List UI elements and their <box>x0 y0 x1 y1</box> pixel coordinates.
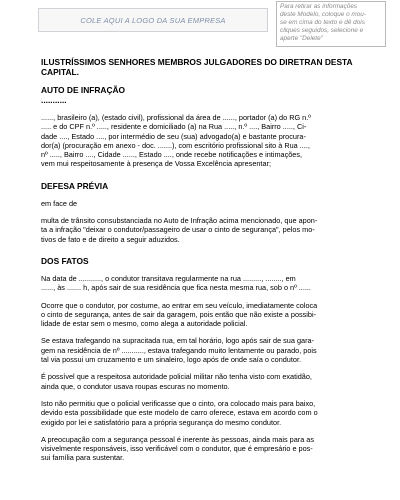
paragraph-line: tal via possui um cruzamento e um sinaleiro, logo após de onde saía o condutor. <box>41 355 302 365</box>
dos-fatos-heading: DOS FATOS <box>41 255 89 266</box>
addressee-line: CAPITAL. <box>41 67 79 77</box>
addressee-heading <box>41 57 363 77</box>
paragraph-line: ta a infração "deixar o condutor/passageiro de usar o cinto de segurança", pelos mo- <box>41 225 315 235</box>
paragraph-line: dor(a) (procuração em anexo - doc. .......), com escritório profissional sito à Rua ...., <box>41 140 310 150</box>
note-line: aperte "Delete" <box>280 35 323 43</box>
paragraph-line: Isto não permitiu que o policial verificasse que o cinto, ora colocado mais para baixo, <box>41 398 316 408</box>
paragraph-line: gem na residência de nº ..........., estava trafegando muito lentamente ou parado, pois <box>41 345 317 355</box>
multa-paragraph <box>41 216 363 244</box>
fatos-paragraph <box>41 435 363 463</box>
note-line: se em cima do texto e dê dois <box>280 19 365 27</box>
note-line: deste Modelo, coloque o mou- <box>280 11 366 19</box>
addressee-line: ILUSTRÍSSIMOS SENHORES MEMBROS JULGADORES DO DIRETRAN DESTA <box>41 57 353 67</box>
paragraph-line: A preocupação com a segurança pessoal é inerente às pessoas, ainda mais para as <box>41 434 314 444</box>
fatos-paragraph <box>41 301 363 329</box>
paragraph-line: vem mui respeitosamente à presença de Vossa Excelência apresentar; <box>41 159 271 169</box>
paragraph-line: multa de trânsito consubstanciada no Auto de Infração acima mencionado, que apon- <box>41 216 318 226</box>
paragraph-line: nº ....., Bairro ...., Cidade ......, Estado ...., onde recebe notificações e intimações, <box>41 150 303 160</box>
company-logo-placeholder[interactable] <box>38 8 268 32</box>
paragraph-line: dade ...., Estado ...., por intermédio de seu (sua) advogado(a) e bastante procura- <box>41 131 306 141</box>
paragraph-line: ainda que, o condutor usava roupas escuras no momento. <box>41 381 230 391</box>
note-line: cliques seguidos, selecione e <box>280 27 364 35</box>
paragraph-line: lidade de estar sem o mesmo, como alega a autoridade policial. <box>41 319 248 329</box>
intro-paragraph <box>41 113 363 169</box>
document-body[interactable] <box>41 57 363 463</box>
paragraph-line: É possível que a respeitosa autoridade policial militar não tenha visto com exatidão, <box>41 372 312 382</box>
instruction-note <box>276 1 386 47</box>
paragraph-line: sui família para sustentar. <box>41 453 125 463</box>
fatos-paragraph <box>41 399 363 427</box>
auto-infracao-number: ........... <box>41 95 67 105</box>
paragraph-line: ......, às ....... h, após sair de sua residência que fica nesta mesma rua, sob o nº ...... <box>41 283 311 293</box>
paragraph-line: exigido por lei e satisfatório para a própria segurança do mesmo condutor. <box>41 417 282 427</box>
note-line: Para retirar as informações <box>280 3 358 10</box>
paragraph-line: visivelmente responsáveis, isso verificável com o condutor, que é empresário e pos- <box>41 444 313 454</box>
auto-infracao-heading: AUTO DE INFRAÇÃO <box>41 85 126 95</box>
defesa-previa-heading: DEFESA PRÉVIA <box>41 180 109 191</box>
paragraph-line: o cinto de segurança, antes de sair da garagem, pois então que não existe a possibi- <box>41 309 317 319</box>
paragraph-line: ......, brasileiro (a), (estado civil), profissional da área de ......, portador (a) do RG n.º <box>41 113 311 122</box>
fatos-paragraph <box>41 372 363 391</box>
logo-placeholder-text: COLE AQUI A LOGO DA SUA EMPRESA <box>80 15 226 25</box>
paragraph-line: tivos de fato e de direito a seguir aduzidos. <box>41 234 180 244</box>
fatos-paragraph <box>41 336 363 364</box>
paragraph-line: ..... e do CPF n.º ....., residente e domiciliado (a) na Rua ....., n.º ...., Bairro ....., Ci- <box>41 122 307 132</box>
paragraph-line: devido esta possibilidade que este modelo de carro oferece, estava em acordo com o <box>41 408 318 418</box>
em-face-de-text: em face de <box>41 198 78 208</box>
paragraph-line: Na data de ..........., o condutor transitava regularmente na rua ........., ........, em <box>41 273 296 283</box>
paragraph-line: Ocorre que o condutor, por costume, ao entrar em seu veículo, imediatamente coloca <box>41 300 318 310</box>
fatos-paragraph <box>41 274 363 293</box>
paragraph-line: Se estava trafegando na supracitada rua, em tal horário, logo após sair de sua gara- <box>41 336 314 346</box>
